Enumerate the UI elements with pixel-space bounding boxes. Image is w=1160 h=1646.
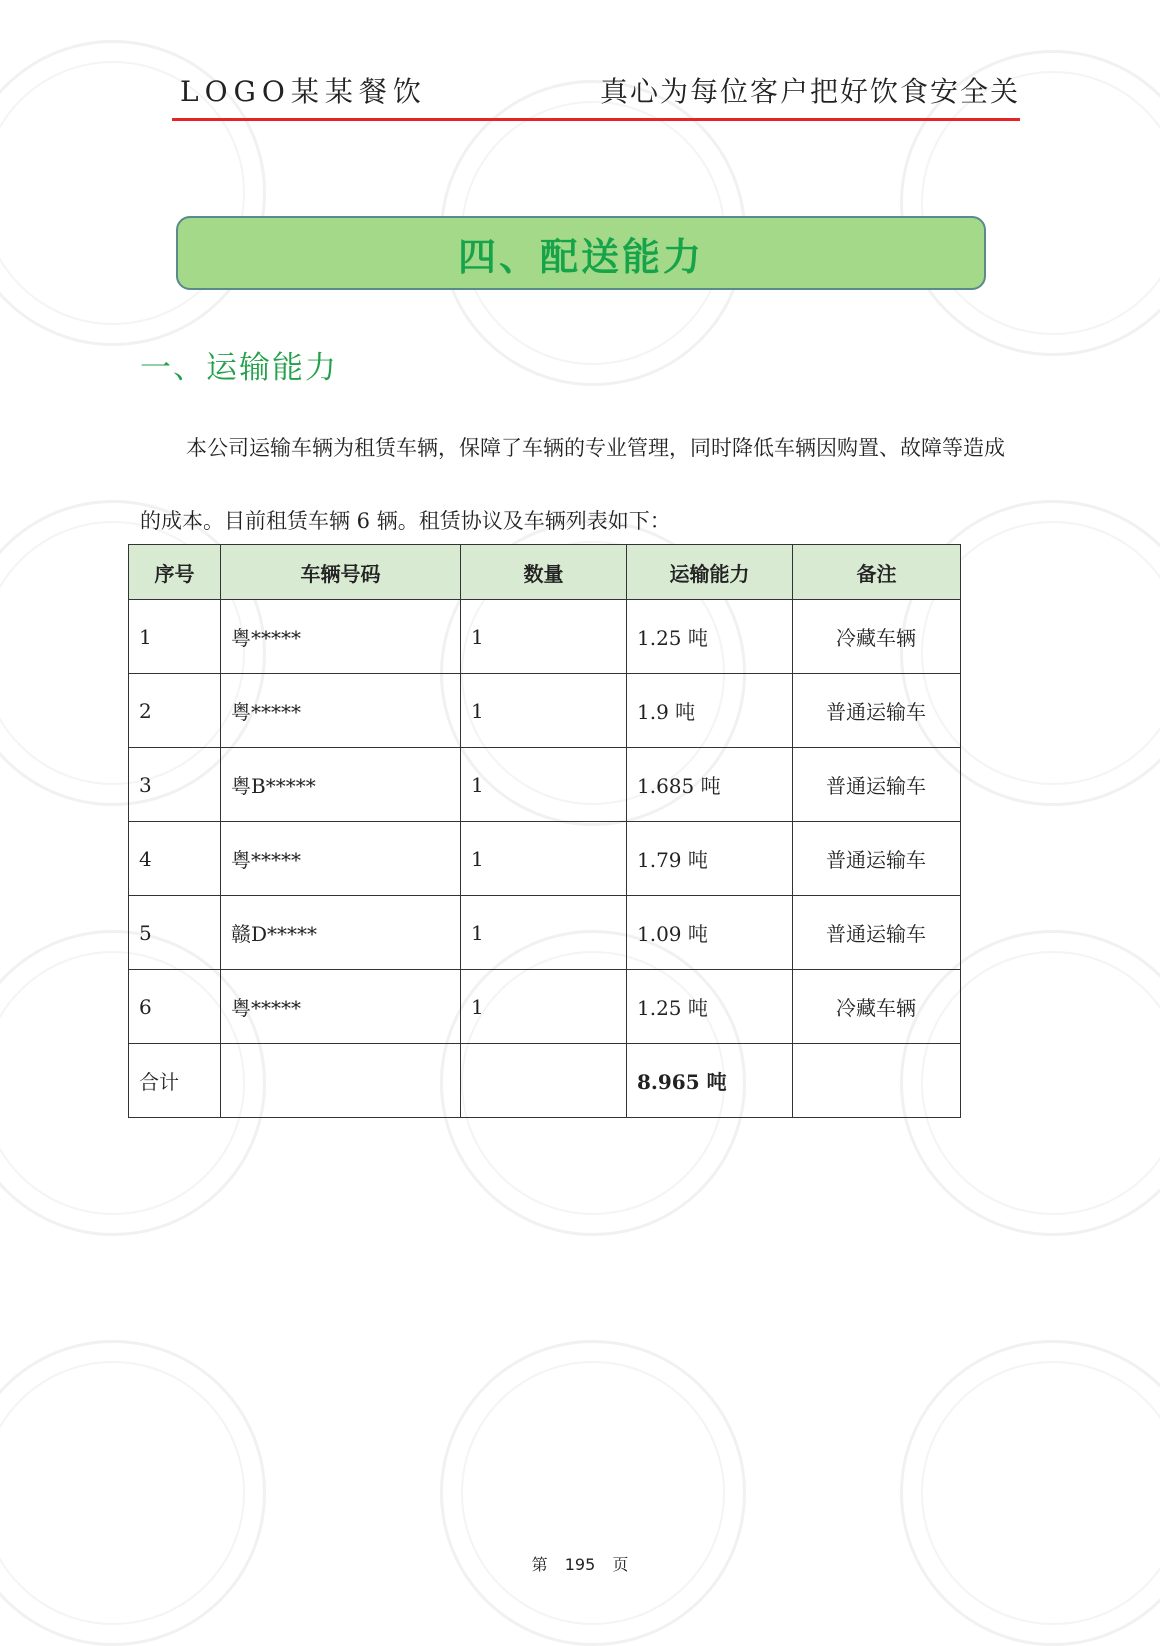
table-cell: 1.09 吨	[627, 896, 793, 970]
page-prefix: 第	[531, 1555, 548, 1574]
table-cell: 3	[129, 748, 221, 822]
total-label-cell: 合计	[129, 1044, 221, 1118]
table-cell: 粤*****	[221, 970, 461, 1044]
chapter-title: 四、配送能力	[457, 234, 704, 279]
table-cell: 粤*****	[221, 822, 461, 896]
header-cell: 序号	[129, 545, 221, 600]
table-cell: 冷藏车辆	[793, 600, 961, 674]
header-cell: 数量	[461, 545, 627, 600]
table-cell: 4	[129, 822, 221, 896]
table-total-row	[129, 1044, 961, 1118]
header-cell: 运输能力	[627, 545, 793, 600]
table-row	[129, 822, 961, 896]
table-cell	[461, 1044, 627, 1118]
vehicle-table	[128, 544, 961, 1118]
header-slogan: 真心为每位客户把好饮食安全关	[599, 75, 1020, 108]
table-cell: 1	[129, 600, 221, 674]
table-cell: 1	[461, 896, 627, 970]
table-cell: 普通运输车	[793, 674, 961, 748]
table-cell: 2	[129, 674, 221, 748]
table-row	[129, 600, 961, 674]
table-cell: 1	[461, 822, 627, 896]
body-paragraph: 本公司运输车辆为租赁车辆，保障了车辆的专业管理，同时降低车辆因购置、故障等造成的成本。目前租赁车辆 6 辆。租赁协议及车辆列表如下：	[140, 436, 1005, 533]
total-capacity-cell: 8.965 吨	[627, 1044, 793, 1118]
table-cell: 普通运输车	[793, 748, 961, 822]
table-cell: 1.25 吨	[627, 600, 793, 674]
table-cell: 1.25 吨	[627, 970, 793, 1044]
page-footer	[0, 1552, 1160, 1575]
watermark-seal	[900, 1340, 1160, 1646]
chapter-banner	[176, 216, 986, 290]
table-cell: 冷藏车辆	[793, 970, 961, 1044]
table-cell: 粤B*****	[221, 748, 461, 822]
table-cell: 普通运输车	[793, 896, 961, 970]
table-cell: 6	[129, 970, 221, 1044]
table-cell: 赣D*****	[221, 896, 461, 970]
header-cell: 车辆号码	[221, 545, 461, 600]
table-cell: 1	[461, 970, 627, 1044]
table-cell: 粤*****	[221, 600, 461, 674]
header-logo-text: LOGO某某餐饮	[180, 75, 427, 108]
table-cell: 1	[461, 674, 627, 748]
table-cell	[793, 1044, 961, 1118]
page-header	[172, 66, 1020, 121]
table-cell: 普通运输车	[793, 822, 961, 896]
page-number: 195	[564, 1555, 596, 1574]
section-title: 一、运输能力	[140, 350, 338, 386]
table-cell: 粤*****	[221, 674, 461, 748]
page-suffix: 页	[612, 1555, 629, 1574]
table-row	[129, 970, 961, 1044]
header-cell: 备注	[793, 545, 961, 600]
table-row	[129, 674, 961, 748]
table-cell: 1.79 吨	[627, 822, 793, 896]
watermark-seal	[0, 1340, 266, 1646]
table-cell: 1	[461, 748, 627, 822]
table-cell: 1.9 吨	[627, 674, 793, 748]
table-cell	[221, 1044, 461, 1118]
table-cell: 1	[461, 600, 627, 674]
table-cell: 1.685 吨	[627, 748, 793, 822]
table-header-row	[129, 545, 961, 600]
table-row	[129, 748, 961, 822]
table-cell: 5	[129, 896, 221, 970]
table-row	[129, 896, 961, 970]
watermark-seal	[440, 1340, 746, 1646]
